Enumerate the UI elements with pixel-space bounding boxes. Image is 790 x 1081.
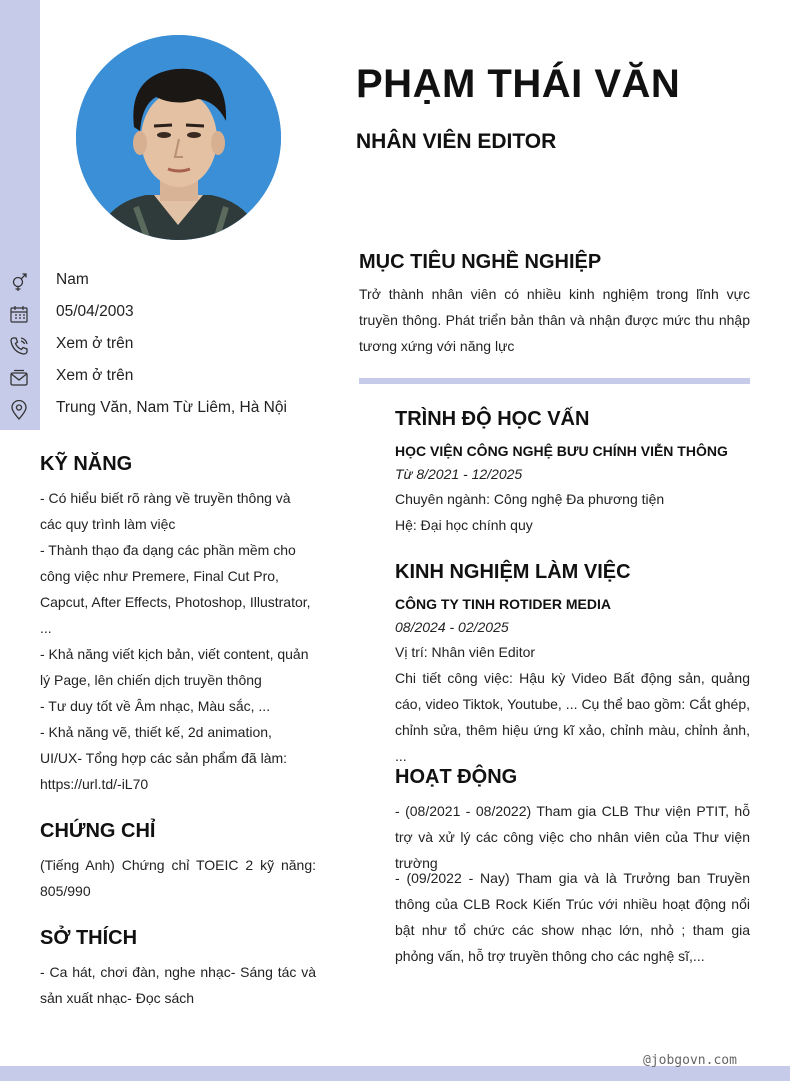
experience-company: CÔNG TY TINH ROTIDER MEDIA xyxy=(395,596,611,612)
candidate-name: PHẠM THÁI VĂN xyxy=(356,62,681,106)
certificates-text: (Tiếng Anh) Chứng chỉ TOEIC 2 kỹ năng: 805/990 xyxy=(40,857,316,899)
info-birthdate xyxy=(0,298,320,330)
education-major: Chuyên ngành: Công nghệ Đa phương tiện xyxy=(395,491,665,507)
experience-position: Vị trí: Nhân viên Editor xyxy=(395,644,536,660)
skill-item: - Khả năng vẽ, thiết kế, 2d animation, UI/UX- Tổng hợp các sản phẩm đã làm: https://url.td/-iL70 xyxy=(40,724,288,792)
info-address xyxy=(0,394,320,426)
info-phone xyxy=(0,330,320,362)
experience-details: Chi tiết công việc: Hậu kỳ Video Bất động sản, quảng cáo, video Tiktok, Youtube, ... Cụ thể bao gồm: Cắt ghép, chỉnh sửa, thêm hiệu ứng kĩ xảo, chỉnh màu, chỉnh ảnh, ... xyxy=(395,670,750,764)
email-icon xyxy=(9,368,29,388)
certificates-title: CHỨNG CHỈ xyxy=(40,820,156,842)
education-period: Từ 8/2021 - 12/2025 xyxy=(395,466,523,482)
gender-value: Nam xyxy=(56,271,89,288)
calendar-icon xyxy=(9,304,29,324)
bottom-accent-bar xyxy=(0,1066,790,1081)
hobbies-title: SỞ THÍCH xyxy=(40,927,138,949)
phone-icon xyxy=(9,336,29,356)
info-gender xyxy=(0,266,320,298)
activity-item: - (08/2021 - 08/2022) Tham gia CLB Thư viện PTIT, hỗ trợ và xử lý các công việc cho nhân viên của Thư viện trường xyxy=(395,803,750,871)
address-value: Trung Văn, Nam Từ Liêm, Hà Nội xyxy=(56,399,287,416)
email-value: Xem ở trên xyxy=(56,367,134,384)
profile-photo xyxy=(76,35,281,240)
activity-item: - (09/2022 - Nay) Tham gia và là Trưởng ban Truyền thông của CLB Rock Kiến Trúc với nhiều hoạt động nổi bật như tổ chức các show nhạc lớn, nhỏ ; tham gia phỏng vấn, hỗ trợ truyền thông cho các nghệ sĩ,... xyxy=(395,870,750,964)
skill-item: - Tư duy tốt về Âm nhạc, Màu sắc, ... xyxy=(40,698,271,714)
education-system: Hệ: Đại học chính quy xyxy=(395,517,533,533)
education-title: TRÌNH ĐỘ HỌC VẤN xyxy=(395,408,590,430)
experience-title: KINH NGHIỆM LÀM VIỆC xyxy=(395,561,631,583)
skill-item: - Thành thạo đa dạng các phần mềm cho công việc như Premere, Final Cut Pro, Capcut, After Effects, Photoshop, Illustrator, ... xyxy=(40,542,311,636)
objective-title: MỤC TIÊU NGHỀ NGHIỆP xyxy=(359,251,602,273)
job-title: NHÂN VIÊN EDITOR xyxy=(356,130,557,153)
skill-item: - Khả năng viết kịch bản, viết content, quản lý Page, lên chiến dịch truyền thông xyxy=(40,646,309,688)
birthdate-value: 05/04/2003 xyxy=(56,303,134,320)
gender-icon xyxy=(9,272,29,292)
activities-title: HOẠT ĐỘNG xyxy=(395,766,518,788)
skills-title: KỸ NĂNG xyxy=(40,453,133,475)
skills-list xyxy=(40,485,316,797)
watermark: @jobgovn.com xyxy=(643,1053,737,1068)
location-icon xyxy=(9,400,29,420)
objective-text: Trở thành nhân viên có nhiều kinh nghiệm trong lĩnh vực truyền thông. Phát triển bản thân và nhận được mức thu nhập tương xứng với năng lực xyxy=(359,286,750,354)
skill-item: - Có hiểu biết rõ ràng về truyền thông và các quy trình làm việc xyxy=(40,490,291,532)
info-email xyxy=(0,362,320,394)
section-divider xyxy=(359,378,750,384)
experience-period: 08/2024 - 02/2025 xyxy=(395,619,509,635)
phone-value: Xem ở trên xyxy=(56,335,134,352)
hobbies-text: - Ca hát, chơi đàn, nghe nhạc- Sáng tác và sản xuất nhạc- Đọc sách xyxy=(40,964,316,1006)
education-school: HỌC VIỆN CÔNG NGHỆ BƯU CHÍNH VIỄN THÔNG xyxy=(395,443,728,459)
